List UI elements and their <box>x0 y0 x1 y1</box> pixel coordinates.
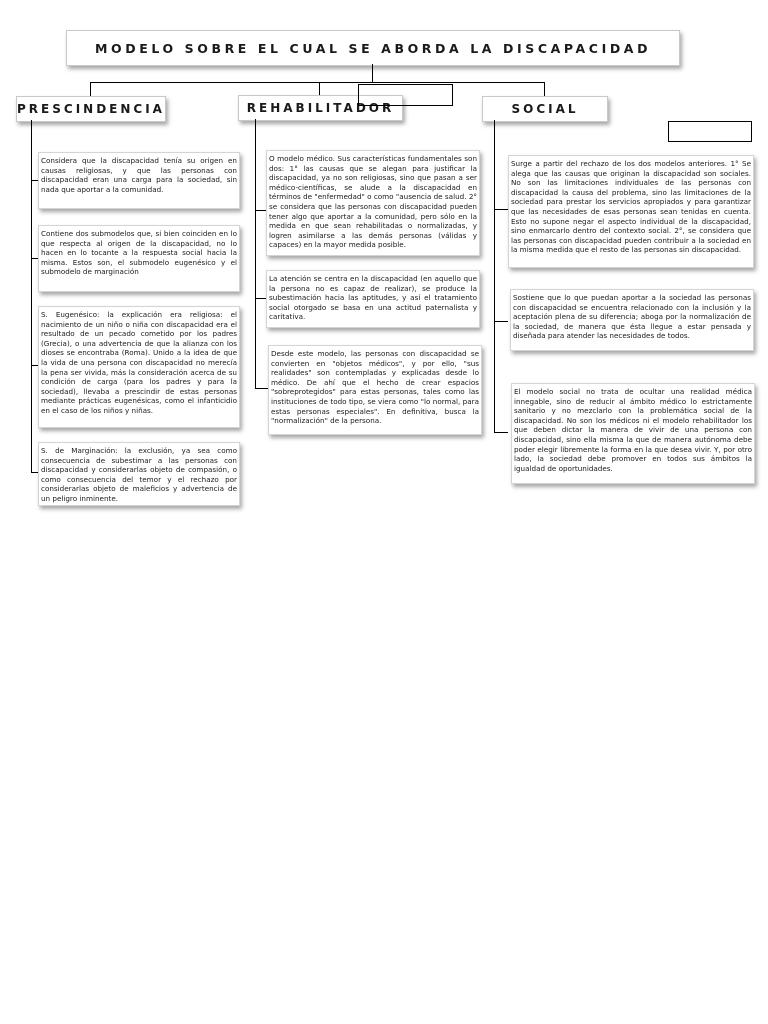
text-box: Desde este modelo, las personas con discapacidad se convierten en "objetos médicos", y por ello, "sus realidades" son contempladas y explicadas desde lo médico. De ahí que el hecho de crear espacios "sobreprotegidos" para estas personas, tales como las instituciones de todo tipo, se viera como "lo normal, para estas personas especiales". En definitiva, busca la "normalización" de la persona. <box>268 345 482 435</box>
text-box: Sostiene que lo que puedan aportar a la sociedad las personas con discapacidad se encuentra relacionado con la inclusión y la aceptación plena de su diferencia; aboga por la normalización de la sociedad, de manera que ésta llegue a estar pensada y diseñada para atender las necesidades de todos. <box>510 289 754 351</box>
empty-shape <box>358 84 453 106</box>
header-social: SOCIAL <box>482 96 608 122</box>
connector-line <box>494 120 495 433</box>
empty-shape <box>668 121 752 142</box>
text-box: Surge a partir del rechazo de los dos modelos anteriores. 1° Se alega que las causas que originan la discapacidad son sociales. No son las limitaciones individuales de las personas con discapacidad la causa del problema, sino las limitaciones de la sociedad para prestar los servicios apropiados y para garantizar que las necesidades de esas personas sean tenidas en cuenta. Esto no supone negar el aspecto individual de la discapacidad, sino enmarcarlo dentro del contexto social. 2°, se considera que las personas con discapacidad pueden contribuir a la sociedad en la misma medida que el resto de las personas sin discapacidad. <box>508 155 754 268</box>
text-box: El modelo social no trata de ocultar una realidad médica innegable, sino de reducir al ámbito médico lo estrictamente sanitario y no mezclarlo con la problemática social de la discapacidad. No son los médicos ni el modelo rehabilitador los que deben dictar la manera de vivir de una persona con discapacidad, sino ella misma la que de manera autónoma debe poder elegir libremente la forma en la que desea vivir. Y, por otro lado, la sociedad debe promover en todos sus ámbitos la igualdad de oportunidades. <box>511 383 755 484</box>
connector-line <box>494 432 508 433</box>
connector-line <box>372 64 373 82</box>
connector-line <box>494 321 508 322</box>
connector-line <box>31 120 32 473</box>
text-box: S. de Marginación: la exclusión, ya sea como consecuencia de subestimar a las personas con discapacidad y considerarlas objeto de compasión, o como consecuencia del temor y el rechazo por considerarlas objeto de maleficios y advertencia de un peligro inminente. <box>38 442 240 506</box>
connector-line <box>255 388 269 389</box>
text-box: Considera que la discapacidad tenía su origen en causas religiosas, y que las personas con discapacidad eran una carga para la sociedad, sin nada que aportar a la comunidad. <box>38 152 240 209</box>
connector-line <box>319 82 320 96</box>
text-box: Contiene dos submodelos que, si bien coinciden en lo que respecta al origen de la discapacidad, no lo hacen en lo tocante a la respuesta social hacia la misma. Estos son, el submodelo eugenésico y el submodelo de marginación <box>38 225 240 292</box>
connector-line <box>90 82 91 96</box>
connector-line <box>90 82 545 83</box>
text-box: O modelo médico. Sus características fundamentales son dos: 1° las causas que se alegan para justificar la discapacidad, ya no son religiosas, sino que pasan a ser médico-científicas, se alude a la discapacidad en términos de "enfermedad" o como "ausencia de salud. 2° se considera que las personas con discapacidad pueden tener algo que aportar a la comunidad, pero sólo en la medida en que sean rehabilitadas o normalizadas, y logren asimilarse a las demás personas (válidas y capaces) en la mayor medida posible. <box>266 150 480 256</box>
header-prescindencia: PRESCINDENCIA <box>16 96 166 122</box>
connector-line <box>255 119 256 389</box>
diagram-title: MODELO SOBRE EL CUAL SE ABORDA LA DISCAPACIDAD <box>66 30 680 66</box>
connector-line <box>494 209 508 210</box>
text-box: S. Eugenésico: la explicación era religiosa: el nacimiento de un niño o niña con discapacidad era el resultado de un pecado cometido por los padres (Grecia), o una advertencia de que la alianza con los dioses se encontraba (Roma). Unido a la idea de que la vida de una persona con discapacidad no merecía la pena ser vivida, más la consideración acerca de su condición de carga (para los padres y para la sociedad), llevaba a prescindir de estas personas mediante prácticas eugenésicas, como el infanticidio en el caso de los niños y niñas. <box>38 306 240 428</box>
text-box: La atención se centra en la discapacidad (en aquello que la persona no es capaz de realizar), se produce la subestimación hacia las aptitudes, y así el tratamiento social otorgado se basa en una actitud paternalista y caritativa. <box>266 270 480 328</box>
connector-line <box>544 82 545 96</box>
header-rehabilitador: REHABILITADOR <box>238 95 403 121</box>
